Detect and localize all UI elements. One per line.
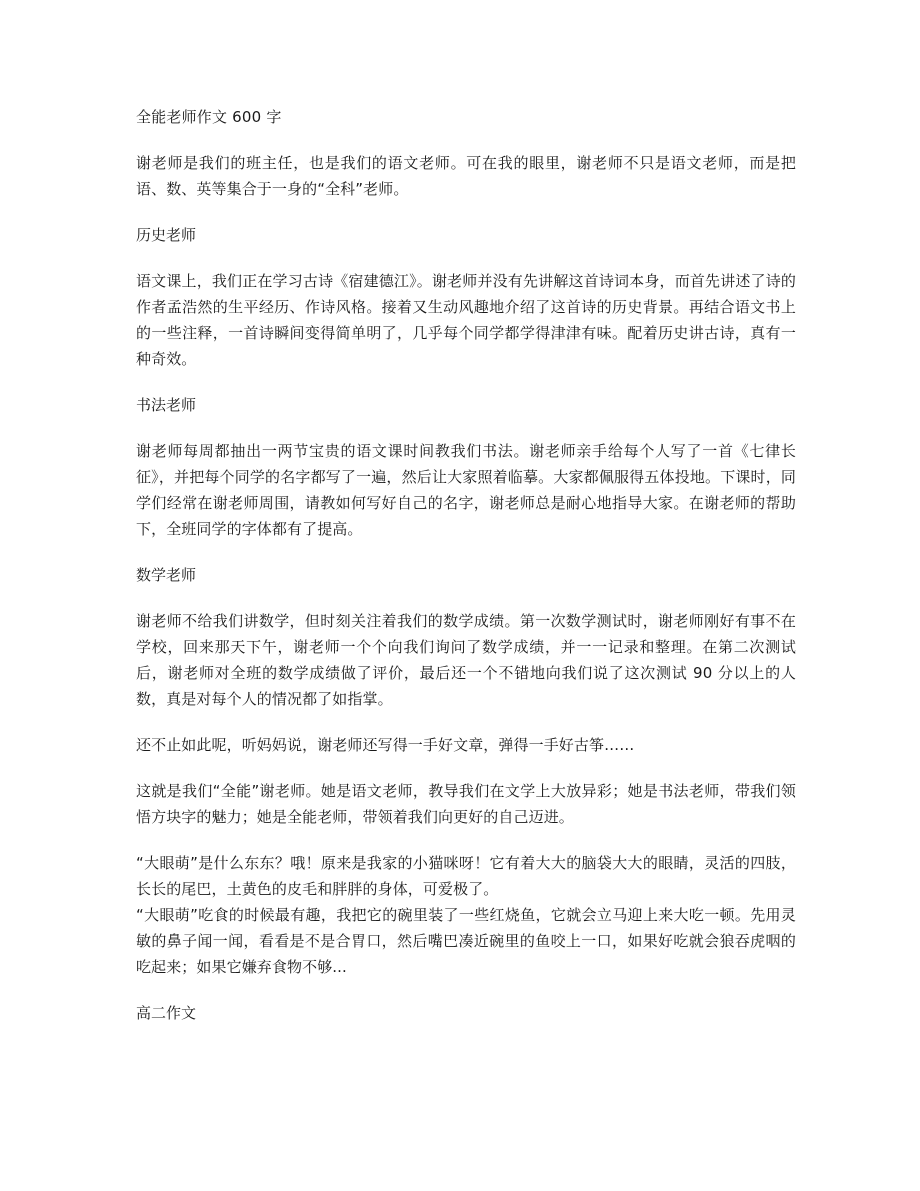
- calligraphy-paragraph: 谢老师每周都抽出一两节宝贵的语文课时间教我们书法。谢老师亲手给每个人写了一首《七律长征》，并把每个同学的名字都写了一遍，然后让大家照着临摹。大家都佩服得五体投地。下课时，同学们经常在谢老师周围，请教如何写好自己的名字，谢老师总是耐心地指导大家。在谢老师的帮助下，全班同学的字体都有了提高。: [136, 442, 796, 538]
- math-heading: 数学老师: [136, 566, 197, 584]
- footer-title: 高二作文: [136, 1004, 197, 1022]
- summary-paragraph: 这就是我们“全能”谢老师。她是语文老师，教导我们在文学上大放异彩；她是书法老师，带我们领悟方块字的魅力；她是全能老师，带领着我们向更好的自己迈进。: [136, 782, 796, 826]
- cat-paragraph-1: “大眼萌”是什么东东？哦！原来是我家的小猫咪呀！它有着大大的脑袋大大的眼睛，灵活的四肢，长长的尾巴，土黄色的皮毛和胖胖的身体，可爱极了。: [136, 854, 796, 898]
- document-page: [136, 104, 796, 1026]
- document-title: 全能老师作文 600 字: [136, 108, 282, 126]
- intro-paragraph: 谢老师是我们的班主任，也是我们的语文老师。可在我的眼里，谢老师不只是语文老师，而是把语、数、英等集合于一身的“全科”老师。: [136, 154, 796, 198]
- history-paragraph: 语文课上，我们正在学习古诗《宿建德江》。谢老师并没有先讲解这首诗词本身，而首先讲述了诗的作者孟浩然的生平经历、作诗风格。接着又生动风趣地介绍了这首诗的历史背景。再结合语文书上的一些注释，一首诗瞬间变得简单明了，几乎每个同学都学得津津有味。配着历史讲古诗，真有一种奇效。: [136, 272, 796, 368]
- history-heading: 历史老师: [136, 226, 197, 244]
- calligraphy-heading: 书法老师: [136, 396, 197, 414]
- more-paragraph: 还不止如此呢，听妈妈说，谢老师还写得一手好文章，弹得一手好古筝……: [136, 736, 635, 754]
- cat-paragraph-2: “大眼萌”吃食的时候最有趣，我把它的碗里装了一些红烧鱼，它就会立马迎上来大吃一顿。先用灵敏的鼻子闻一闻，看看是不是合胃口，然后嘴巴凑近碗里的鱼咬上一口，如果好吃就会狼吞虎咽的吃起来；如果它嫌弃食物不够...: [136, 906, 796, 976]
- math-paragraph: 谢老师不给我们讲数学，但时刻关注着我们的数学成绩。第一次数学测试时，谢老师刚好有事不在学校，回来那天下午，谢老师一个个向我们询问了数学成绩，并一一记录和整理。在第二次测试后，谢老师对全班的数学成绩做了评价，最后还一个不错地向我们说了这次测试 90 分以上的人数，真是对每个人的情况都了如指掌。: [136, 612, 796, 708]
